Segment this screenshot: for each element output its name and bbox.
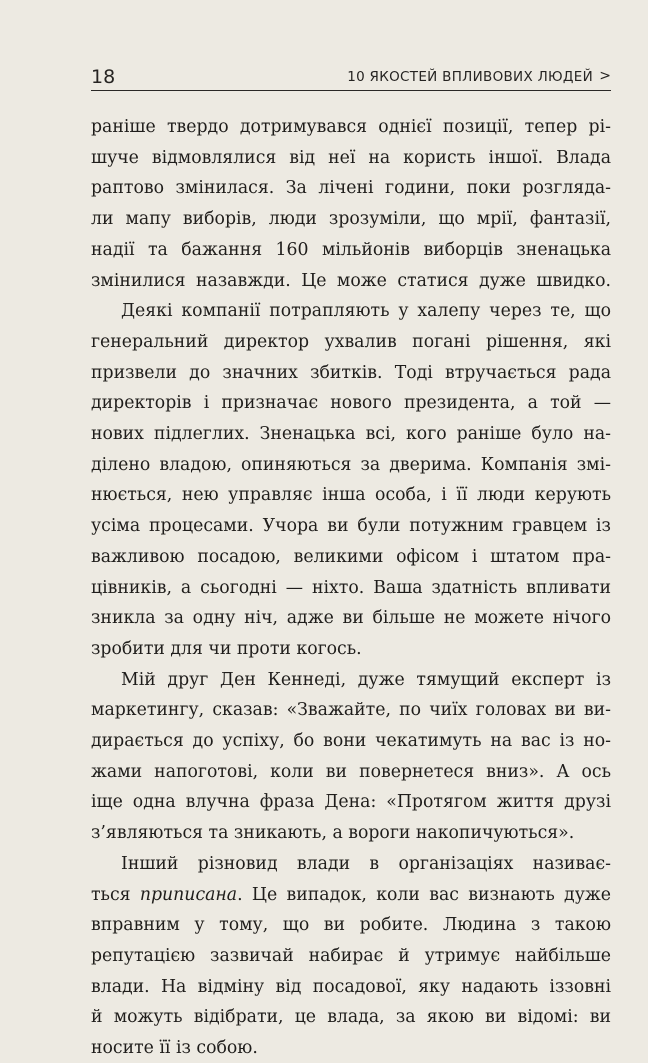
text-line: вправним у тому, що ви робите. Людина з такою [91,915,611,936]
text-line: генеральний директор ухвалив погані рішення, які [91,331,611,352]
text-line: нюється, нею управляє інша особа, і її люди керують [91,485,611,506]
text-line: дирається до успіху, бо вони чекатимуть на вас із но- [91,731,611,751]
text-line: ться приписана. Це випадок, коли вас визнають дуже [91,884,611,905]
text-line: зникла за одну ніч, адже ви більше не можете нічого [91,608,611,629]
running-title: 10 ЯКОСТЕЙ ВПЛИВОВИХ ЛЮДЕЙ [347,69,593,85]
text-line: ли мапу виборів, люди зрозуміли, що мрії, фантазії, [91,209,611,230]
chevron-right-icon: > [599,68,611,84]
running-header [91,60,611,91]
text-line: жами напоготові, коли ви повернетеся вниз». А ось [91,761,611,782]
text-line: усіма процесами. Учора ви були потужним гравцем із [91,516,611,537]
text-line: маркетингу, сказав: «Зважайте, по чиїх головах ви ви- [91,700,611,721]
text-line: Деякі компанії потрапляють у халепу через те, що [121,301,611,322]
text-line: шуче відмовлялися від неї на користь іншої. Влада [91,147,611,168]
text-line: раніше твердо дотримувався однієї позиції, тепер рі- [91,117,611,137]
text-line: призвели до значних збитків. Тоді втручається рада [91,362,611,383]
page-number: 18 [91,66,116,88]
text-line: з’являються та зникають, а вороги накопичуються». [91,823,575,844]
text-line: раптово змінилася. За лічені години, поки розгляда- [91,178,611,199]
text-line: зробити для чи проти когось. [91,638,362,659]
text-line: носите її із собою. [91,1038,258,1058]
text-line: репутацією зазвичай набирає й утримує найбільше [91,945,611,966]
text-line: Мій друг Ден Кеннеді, дуже тямущий експерт із [121,669,611,690]
text-line: директорів і призначає нового президента, а той — [91,393,611,414]
text-line: змінилися назавжди. Це може статися дуже швидко. [91,270,611,291]
text-line: Інший різновид влади в організаціях називає- [121,853,611,874]
text-line: надії та бажання 160 мільйонів виборців зненацька [91,239,611,260]
text-line: іще одна влучна фраза Дена: «Протягом життя друзі [91,792,611,813]
text-line: ділено владою, опиняються за дверима. Компанія змі- [91,454,611,475]
text-line: цівників, а сьогодні — ніхто. Ваша здатність впливати [91,577,611,598]
italic-term: приписана [139,884,238,905]
text-line: влади. На відміну від посадової, яку надають іззовні [91,976,611,997]
text-line: важливою посадою, великими офісом і штатом пра- [91,546,611,567]
text-line: нових підлеглих. Зненацька всі, кого раніше було на- [91,424,611,444]
text-line: й можуть відібрати, це влада, за якою ви відомі: ви [91,1007,611,1028]
